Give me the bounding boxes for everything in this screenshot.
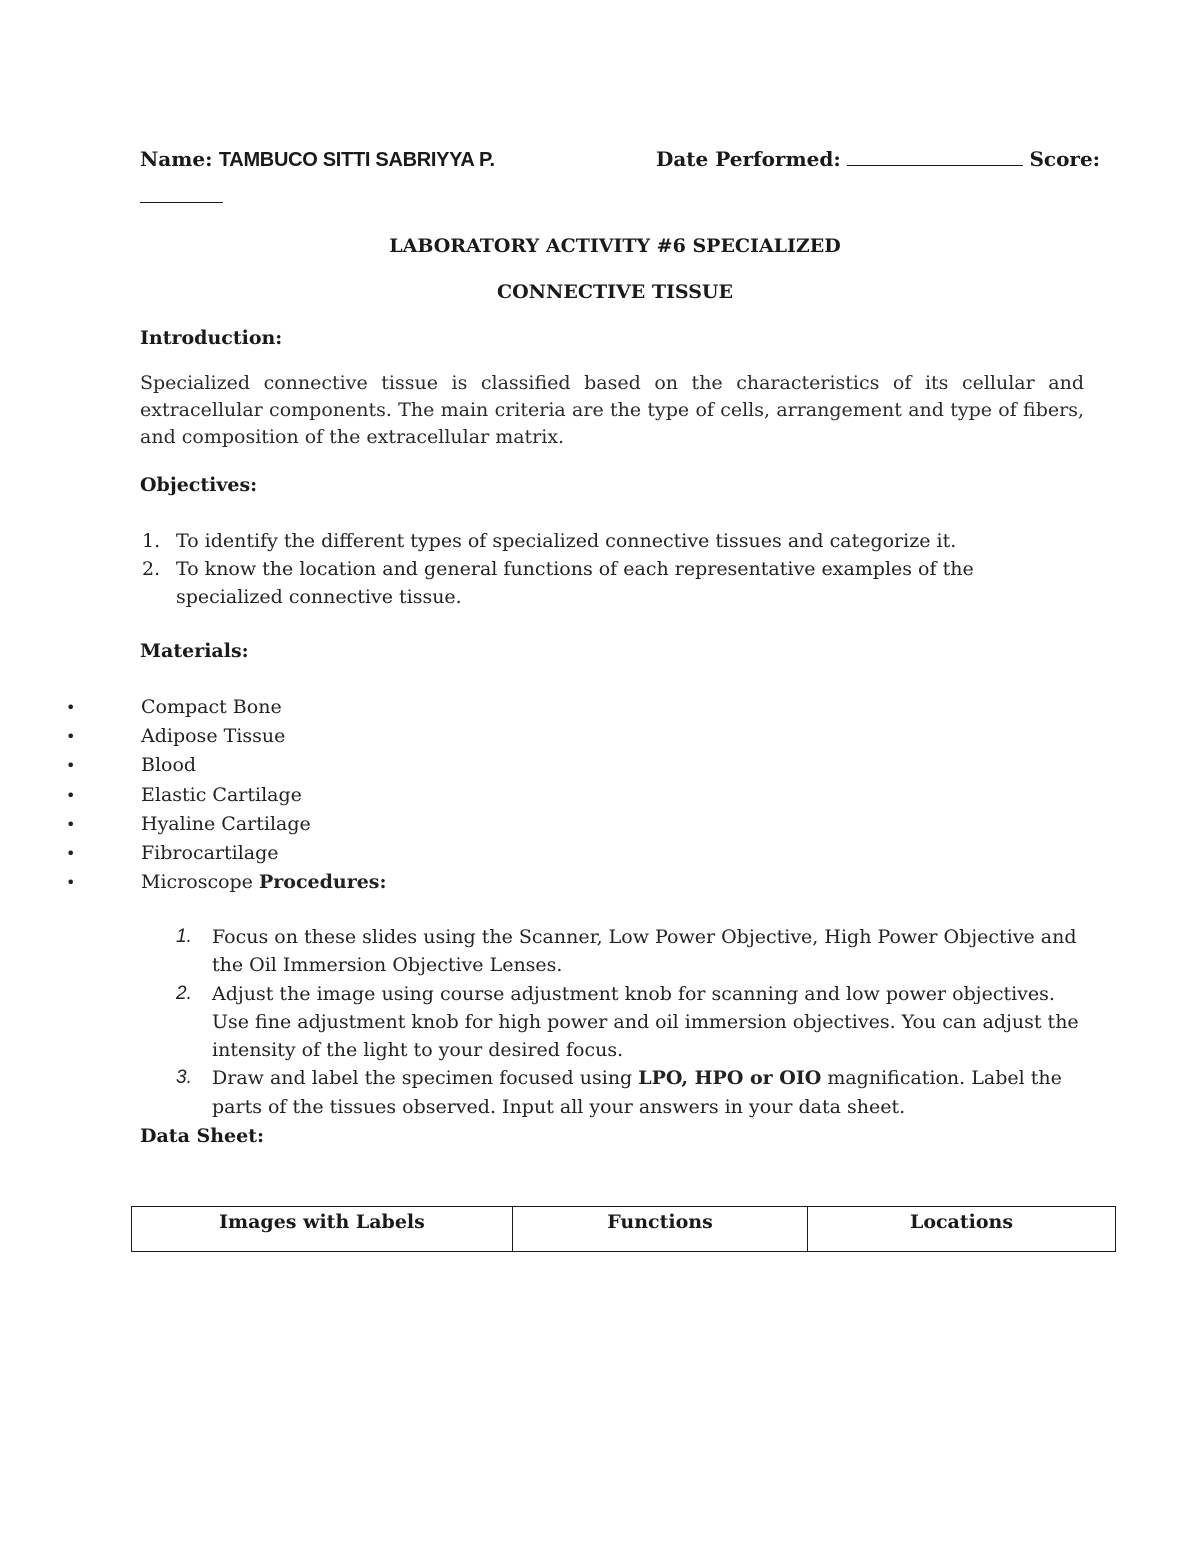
column-header: Locations [808, 1207, 1116, 1252]
material-item: Blood [141, 754, 197, 777]
list-item [66, 839, 666, 868]
name-value: TAMBUCO SITTI SABRIYYA P. [218, 149, 495, 171]
score-blank[interactable] [140, 182, 223, 203]
list-text-bold: LPO, HPO or OIO [638, 1067, 822, 1090]
list-item [66, 693, 666, 722]
list-text: To know the location and general functions of each representative examples of the specialized connective tissue. [176, 558, 974, 608]
objectives-heading: Objectives: [140, 474, 258, 496]
bullet: • [66, 873, 76, 893]
bullet: • [66, 785, 76, 805]
date-performed-label: Date Performed: [656, 147, 841, 171]
objectives-list [140, 527, 1084, 611]
list-text: Adjust the image using course adjustment knob for scanning and low power objectives. Use fine adjustment knob for high power and oil immersion objectives. You can adjust the intensity of the light to your desired focus. [212, 982, 1079, 1062]
list-item [66, 722, 666, 751]
material-item: Adipose Tissue [141, 725, 286, 748]
list-item [140, 555, 1084, 611]
list-item [176, 923, 1086, 980]
list-number: 2. [176, 982, 192, 1004]
date-performed-blank[interactable] [847, 145, 1023, 166]
material-item: Fibrocartilage [141, 841, 279, 864]
materials-heading: Materials: [140, 640, 249, 662]
list-number: 2. [142, 558, 161, 580]
title-line-1: LABORATORY ACTIVITY #6 SPECIALIZED [389, 235, 841, 257]
list-number: 1. [142, 530, 161, 552]
data-sheet-heading: Data Sheet: [140, 1125, 264, 1147]
material-item-last [141, 868, 387, 897]
materials-list [66, 693, 666, 897]
column-header: Images with Labels [132, 1207, 513, 1252]
list-number: 1. [176, 926, 192, 947]
list-item [176, 980, 1086, 1065]
bullet: • [66, 843, 76, 863]
introduction-heading: Introduction: [140, 327, 283, 349]
column-header: Functions [513, 1207, 808, 1252]
procedures-list [176, 923, 1086, 1121]
list-text-part: magnification. Label the parts of the tissues observed. Input all your answers in your data sheet. [212, 1067, 1062, 1118]
score-label: Score: [1029, 147, 1101, 171]
bullet: • [66, 727, 76, 747]
list-item [66, 810, 666, 839]
header-line [140, 145, 1101, 175]
material-item: Microscope [141, 871, 253, 894]
name-label: Name: [140, 147, 213, 171]
list-text-part: Draw and label the specimen focused using [212, 1067, 639, 1090]
procedures-heading: Procedures: [258, 871, 387, 894]
list-item [66, 781, 666, 810]
material-item: Hyaline Cartilage [141, 812, 311, 835]
bullet: • [66, 698, 76, 717]
material-item: Elastic Cartilage [141, 783, 302, 806]
material-item: Compact Bone [141, 696, 282, 718]
data-sheet-table [131, 1206, 1116, 1252]
list-text: Focus on these slides using the Scanner, Low Power Objective, High Power Objective and the Oil Immersion Objective Lenses. [212, 926, 1077, 977]
introduction-text: Specialized connective tissue is classified based on the characteristics of its cellular and extracellular components. The main criteria are the type of cells, arrangement and type of fibers, and composition of the extracellular matrix. [140, 372, 1084, 448]
list-text [212, 1067, 1062, 1117]
date-score-block [656, 145, 1100, 173]
table-header-row [132, 1207, 1116, 1252]
title-line-2: CONNECTIVE TISSUE [497, 281, 733, 303]
list-item [140, 527, 1084, 555]
list-item [66, 868, 666, 897]
list-text: To identify the different types of specialized connective tissues and categorize it. [176, 530, 957, 552]
list-number: 3. [176, 1067, 192, 1089]
bullet: • [66, 814, 76, 834]
bullet: • [66, 756, 76, 776]
list-item [66, 751, 666, 780]
list-item [176, 1064, 1086, 1121]
